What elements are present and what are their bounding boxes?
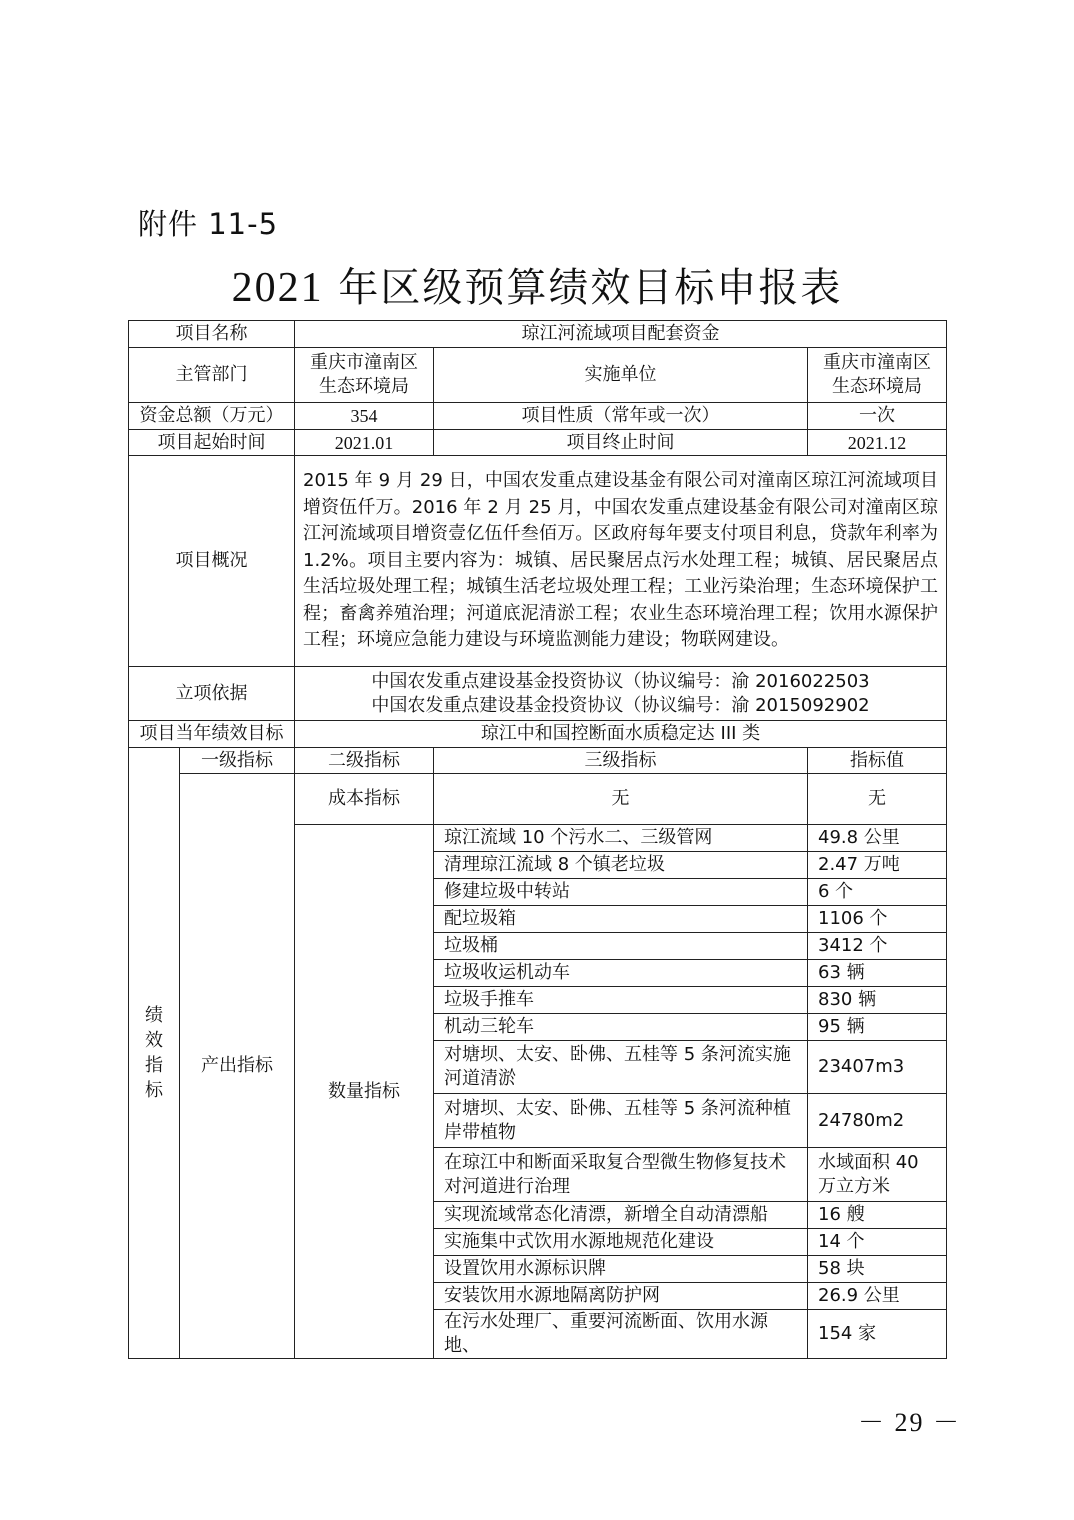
end-value: 2021.12 [808, 430, 947, 456]
time-row [129, 430, 947, 456]
goal-row [129, 721, 947, 748]
col-header-level1: 一级指标 [180, 748, 295, 774]
indicator-value: 63 辆 [808, 960, 947, 987]
attachment-label: 附件 11-5 [138, 207, 279, 241]
indicator-name: 对塘坝、太安、卧佛、五桂等 5 条河流种植岸带植物 [434, 1094, 808, 1148]
funds-label: 资金总额（万元） [129, 403, 295, 430]
indicator-name: 琼江流域 10 个污水二、三级管网 [434, 825, 808, 852]
overview-row [129, 456, 947, 667]
title-text: 年区级预算绩效目标申报表 [323, 265, 843, 311]
indicator-name: 实施集中式饮用水源地规范化建设 [434, 1229, 808, 1256]
cost-indicator-value: 无 [808, 774, 947, 825]
project-name-value: 琼江河流域项目配套资金 [295, 321, 947, 348]
start-value: 2021.01 [295, 430, 434, 456]
indicator-name: 设置饮用水源标识牌 [434, 1256, 808, 1283]
indicator-value: 3412 个 [808, 933, 947, 960]
indicator-value: 水域面积 40 万立方米 [808, 1148, 947, 1202]
basis-label: 立项依据 [129, 667, 295, 721]
basis-line-1: 中国农发重点建设基金投资协议（协议编号：渝 2016022503 [371, 670, 870, 692]
indicator-name: 安装饮用水源地隔离防护网 [434, 1283, 808, 1310]
title-year: 2021 [231, 265, 324, 311]
indicator-value: 154 家 [808, 1310, 947, 1359]
goal-value: 琼江中和国控断面水质稳定达 III 类 [295, 721, 947, 748]
basis-value [295, 667, 947, 721]
perf-indicator-label [129, 748, 180, 1359]
indicator-header-row [129, 748, 947, 774]
indicator-value: 16 艘 [808, 1202, 947, 1229]
goal-label: 项目当年绩效目标 [129, 721, 295, 748]
indicator-value: 26.9 公里 [808, 1283, 947, 1310]
funds-value: 354 [295, 403, 434, 430]
indicator-name: 在琼江中和断面采取复合型微生物修复技术对河道进行治理 [434, 1148, 808, 1202]
indicator-value: 830 辆 [808, 987, 947, 1014]
indicator-value: 49.8 公里 [808, 825, 947, 852]
indicator-value: 14 个 [808, 1229, 947, 1256]
indicator-value: 6 个 [808, 879, 947, 906]
col-header-level3: 三级指标 [434, 748, 808, 774]
perf-char-4: 标 [145, 1080, 163, 1101]
col-header-value: 指标值 [808, 748, 947, 774]
indicator-name: 对塘坝、太安、卧佛、五桂等 5 条河流实施河道清淤 [434, 1041, 808, 1094]
indicator-value: 2.47 万吨 [808, 852, 947, 879]
indicator-name: 垃圾收运机动车 [434, 960, 808, 987]
page-number: － 29 － [858, 1408, 962, 1437]
col-header-level2: 二级指标 [295, 748, 434, 774]
indicator-value: 1106 个 [808, 906, 947, 933]
basis-line-2: 中国农发重点建设基金投资协议（协议编号：渝 2015092902 [371, 694, 870, 716]
indicator-name: 机动三轮车 [434, 1014, 808, 1041]
cost-row [129, 774, 947, 825]
nature-value: 一次 [808, 403, 947, 430]
indicator-name: 清理琼江流域 8 个镇老垃圾 [434, 852, 808, 879]
dept-line-1: 重庆市潼南区 [310, 352, 418, 373]
quantity-indicator-label: 数量指标 [295, 825, 434, 1359]
perf-char-1: 绩 [145, 1005, 163, 1026]
impl-label: 实施单位 [434, 348, 808, 403]
start-label: 项目起始时间 [129, 430, 295, 456]
project-name-label: 项目名称 [129, 321, 295, 348]
performance-target-table [128, 320, 947, 1359]
document-title [0, 256, 1074, 313]
impl-line-2: 生态环境局 [832, 376, 922, 397]
indicator-value: 24780m2 [808, 1094, 947, 1148]
indicator-name: 垃圾手推车 [434, 987, 808, 1014]
basis-row [129, 667, 947, 721]
project-name-row [129, 321, 947, 348]
cost-indicator-label: 成本指标 [295, 774, 434, 825]
dept-label: 主管部门 [129, 348, 295, 403]
indicator-value: 23407m3 [808, 1041, 947, 1094]
overview-label: 项目概况 [129, 456, 295, 667]
dept-value [295, 348, 434, 403]
impl-line-1: 重庆市潼南区 [823, 352, 931, 373]
funds-row [129, 403, 947, 430]
indicator-value: 95 辆 [808, 1014, 947, 1041]
indicator-name: 实现流域常态化清漂，新增全自动清漂船 [434, 1202, 808, 1229]
output-indicator-label: 产出指标 [180, 774, 295, 1359]
cost-level3-value: 无 [434, 774, 808, 825]
indicator-name: 垃圾桶 [434, 933, 808, 960]
impl-value [808, 348, 947, 403]
end-label: 项目终止时间 [434, 430, 808, 456]
perf-char-3: 指 [145, 1055, 163, 1076]
indicator-name: 修建垃圾中转站 [434, 879, 808, 906]
indicator-name: 在污水处理厂、重要河流断面、饮用水源地、 [434, 1310, 808, 1359]
overview-text: 2015 年 9 月 29 日，中国农发重点建设基金有限公司对潼南区琼江河流域项目增资伍仟万。2016 年 2 月 25 月，中国农发重点建设基金有限公司对潼南区琼江河流域项目增资壹亿伍仟叁佰万。区政府每年要支付项目利息，贷款年利率为 1.2%。项目主要内容为：城镇、居民聚居点污水处理工程；城镇、居民聚居点生活垃圾处理工程；城镇生活老垃圾处理工程；工业污染治理；生态环境保护工程；畜禽养殖治理；河道底泥清淤工程；农业生态环境治理工程；饮用水源保护工程；环境应急能力建设与环境监测能力建设；物联网建设。 [295, 456, 947, 667]
perf-char-2: 效 [145, 1030, 163, 1051]
department-row [129, 348, 947, 403]
nature-label: 项目性质（常年或一次） [434, 403, 808, 430]
indicator-name: 配垃圾箱 [434, 906, 808, 933]
indicator-value: 58 块 [808, 1256, 947, 1283]
dept-line-2: 生态环境局 [319, 376, 409, 397]
